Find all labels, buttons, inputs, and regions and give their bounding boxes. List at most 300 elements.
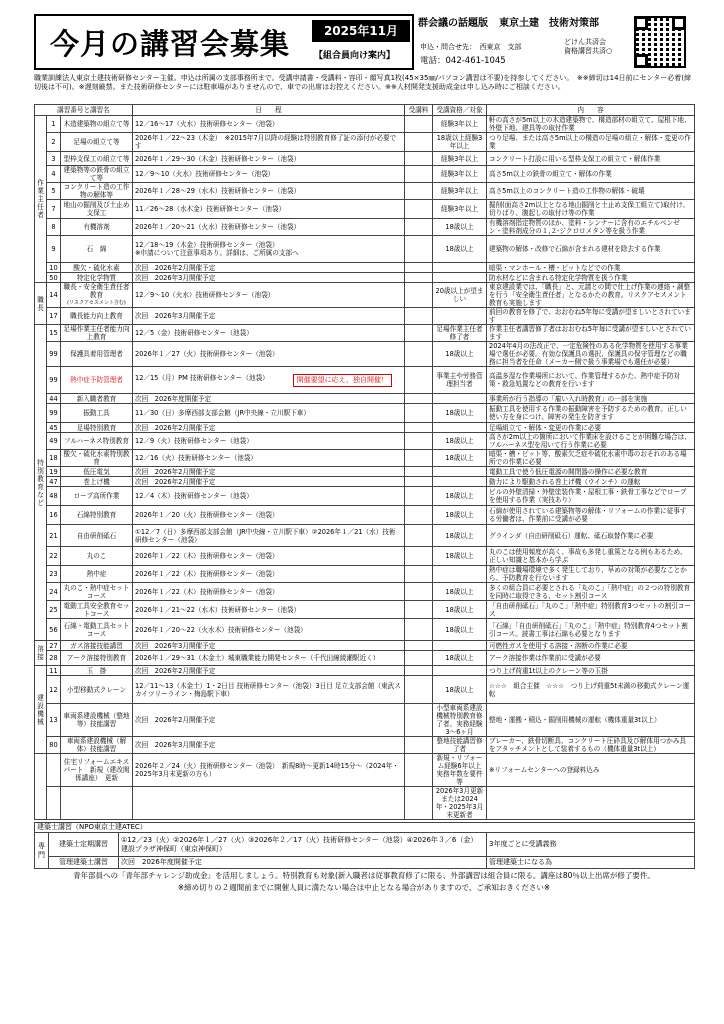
course-name [61,666,133,676]
course-name [61,273,133,283]
course-date: ①12／7（日）多摩西部支部会館（JR中央線・立川駅下車）②2026年１／21（水）技術研修センター（池袋） [135,527,396,544]
course-number: 12 [47,676,61,704]
course-content: ☆☆☆ 組合主催 ☆☆☆ つり上げ荷重5t未満の移動式クレーン運転 [487,676,695,704]
course-qualification [433,666,487,676]
table-header [35,105,695,116]
course-name [61,467,133,477]
course-schedule [133,467,405,477]
course-date: 2026年１／28～29（水木）技術研修センター（池袋） [135,187,301,195]
org-dept: 東京土建 技術対策部 [499,18,600,29]
col-header-content: 内 容 [487,105,695,116]
table-row [35,487,695,506]
table-row [35,704,695,737]
course-schedule [133,477,405,487]
course-note: ※申請について注意事項あり。詳細は、ご所属の支部へ [135,249,299,257]
course-number: 11 [47,666,61,676]
course-content: 丸のこは使用頻度が高く、事故も多発し重篤となる例もあるため、正しい知識と基本から学ぶ [487,547,695,566]
architect-course-content: 3年度ごとに受講義務 [487,833,695,857]
course-content: ※リフォームセンターへの登録料込み [487,754,695,787]
col-header-fee: 受講料 [405,105,433,116]
course-number: 10 [47,263,61,273]
table-row [35,566,695,583]
course-date: 12／11～13（木金土）1・2日目 技術研修センター（池袋）3日目 足立支部会館（東武スカイツリーライン・梅島駅下車） [135,681,401,698]
course-qualification: 18歳以上 [433,583,487,601]
course-fee [405,367,433,394]
course-qualification: 18歳以上 [433,219,487,236]
course-name [61,263,133,273]
course-name-text: 自由研削砥石 [76,531,117,540]
course-qualification: 経験3年以上 [433,152,487,166]
group-label: 作業主任者 [35,116,47,283]
course-fee [405,787,433,820]
table-row [35,583,695,601]
course-number: 22 [47,547,61,566]
table-row [35,200,695,219]
course-schedule [133,433,405,450]
course-qualification [433,566,487,583]
course-name-text: 熱中症 [86,570,107,578]
course-content: ブレーカー、鉄骨切断具、コンクリート圧砕具及び解体用つかみ具をアタッチメントとして装着するもの（機体重量3t以上） [487,737,695,754]
course-name-text: 特定化学物質 [76,273,117,282]
course-fee [405,283,433,308]
footer-warning: ※締め切りの２週間前までに開催人員に満たない場合は中止となる場合がありますので、ご承知おきください※ [177,883,551,892]
table-row [35,525,695,547]
course-schedule [133,394,405,404]
course-qualification [433,308,487,325]
course-qualification: 18歳以上 [433,651,487,666]
course-name-text: 酸欠・硫化水素特別教育 [63,450,130,466]
course-qualification [433,641,487,651]
course-name-text: 職長・安全衛生責任者教育 [63,283,130,299]
course-date: 次回 2026年3月開催予定 [135,741,216,749]
course-date: 2026年２／24（火）技術研修センター（池袋） 新規8時～更新14時15分～（2024年・2025年3月末更新の方も） [135,762,399,778]
course-date: 2026年１／22（木）技術研修センター（池袋） [135,587,279,596]
table-row [35,641,695,651]
course-content: 事業所が行う指導の「雇い入れ時教育」の一部を実施 [487,394,695,404]
contact-label: 申込・問合せ先： [420,43,473,51]
table-row [35,651,695,666]
course-qualification: 新規・リフォーム経験6年以上実務年数を要件等 [433,754,487,787]
table-row [35,308,695,325]
course-fee [405,200,433,219]
year-month-badge: 2025年11月 [312,20,410,42]
course-schedule [133,601,405,619]
course-schedule [133,676,405,704]
course-qualification: 18歳以上 [433,506,487,525]
course-number: 49 [47,433,61,450]
course-fee [405,433,433,450]
course-name [61,737,133,754]
course-name [61,547,133,566]
course-number: 16 [47,506,61,525]
course-number [47,754,61,787]
course-content: ビルの外壁清掃・外壁塗装作業・屋根工事・鉄骨工事などでロープを使用する作業（実技あり） [487,487,695,506]
course-name [61,236,133,263]
course-date: 次回 2026年2月開催予定 [135,477,216,486]
course-number: 18 [47,450,61,467]
course-schedule [133,219,405,236]
course-number: 45 [47,423,61,433]
course-name [61,116,133,133]
course-fee [405,263,433,273]
course-content: 軒の高さが5m以上の木造建築物で、構造部材の組立て、屋根下地、外壁下地、建具等の取付作業 [487,116,695,133]
course-fee [405,308,433,325]
course-qualification: 18歳以上 [433,342,487,367]
course-name [61,754,133,787]
course-content: 石綿が使用されている建築物等の解体・リフォームの作業に従事する労働者は、作業前に受講が必要 [487,506,695,525]
table-row [35,273,695,283]
course-date: 次回 2026年3月開催予定 [135,641,216,650]
architect-course-name: 建築士定期講習 [49,833,119,857]
course-schedule [133,450,405,467]
course-qualification [433,423,487,433]
course-number: 44 [47,394,61,404]
course-qualification: 整地技能講習修了者 [433,737,487,754]
header [34,14,694,72]
course-number: 27 [47,641,61,651]
course-qualification [433,273,487,283]
course-schedule [133,547,405,566]
course-date: 12／18～19（木金）技術研修センター（池袋） [135,241,279,249]
course-name [61,133,133,152]
course-date: 2026年１／22～23（木金） ※2015年7月以降の経験は特別教育修了証の添付が必要です [135,134,397,150]
course-fee [405,166,433,183]
course-number: 24 [47,583,61,601]
course-name [61,583,133,601]
course-name-text: 低圧電気 [83,467,110,476]
course-fee [405,547,433,566]
course-name-text: 小型移動式クレーン [66,685,127,694]
group-label: 職長 [35,283,47,325]
course-number: 2 [47,133,61,152]
course-number: 99 [47,404,61,423]
course-date: 次回 2026年2月開催予定 [135,263,216,272]
course-fee [405,404,433,423]
table-row [35,133,695,152]
course-name-text: 木造建築物の組立て等 [63,120,130,128]
course-name [61,525,133,547]
course-name-text: コンクリート造の工作物の解体等 [63,183,130,199]
course-content: 電動工具で使う低圧電源の開閉器の操作に必要な教育 [487,467,695,477]
course-fee [405,583,433,601]
course-qualification [433,477,487,487]
course-name-text: 石綿特別教育 [76,511,117,519]
course-name-text: 住宅リフォームエキスパート 新規（建改関係講座） 更新 [63,758,130,782]
course-date: 次回 2026年2月開催予定 [135,666,216,675]
course-schedule [133,273,405,283]
course-number: 9 [47,236,61,263]
course-name-text: 巻上げ機 [83,477,110,486]
course-name-text: ガス溶接技能講習 [70,641,123,650]
course-fee [405,737,433,754]
course-schedule [133,583,405,601]
course-qualification: 小型車両系建設機械特別教育修了者、実務経験3～6ヶ月 [433,704,487,737]
course-qualification: 18歳以上 [433,676,487,704]
course-fee [405,152,433,166]
course-fee [405,236,433,263]
course-qualification: 経験3年以上 [433,183,487,200]
course-name [61,450,133,467]
course-number: 25 [47,601,61,619]
course-content: 前回の教育を修了で、おおむね5年毎に受講が望ましいとされています [487,308,695,325]
course-name [61,404,133,423]
course-name [61,423,133,433]
table-row [35,666,695,676]
course-date: 12／4（木）技術研修センター（池袋） [135,492,253,500]
course-qualification: 18歳以上 [433,450,487,467]
course-schedule [133,666,405,676]
course-schedule [133,200,405,219]
course-name [61,394,133,404]
course-name [61,601,133,619]
course-qualification: 18歳以上経験3年以上 [433,133,487,152]
course-schedule [133,423,405,433]
course-number: 28 [47,651,61,666]
course-name [61,152,133,166]
course-qualification: 18歳以上 [433,547,487,566]
table-row [35,394,695,404]
course-content: 足場組立て・解体・変更の作業に必要 [487,423,695,433]
course-fee [405,394,433,404]
course-schedule [133,183,405,200]
table-body [35,116,695,820]
course-qualification: 2026年3月更新または2024年・2025年3月末更新者 [433,787,487,820]
course-name-text: 新入職者教育 [76,394,117,403]
table-row [35,601,695,619]
course-schedule [133,308,405,325]
course-fee [405,754,433,787]
table-row [35,506,695,525]
course-name-text: 石綿・電動工具セットコース [63,621,130,638]
group-label: 溶接 [35,641,47,666]
course-name-text: 丸のこ・熱中症セットコース [63,583,130,600]
course-schedule [133,754,405,787]
course-number: 50 [47,273,61,283]
course-name-text: 職長能力向上教育 [70,312,123,320]
course-content: 建築物の解体・改修で石綿が含まれる建材を除去する作業 [487,236,695,263]
course-qualification: 足場作業主任者修了者 [433,325,487,342]
course-date: 2026年１／21～22（水木）技術研修センター（池袋） [135,605,301,614]
course-date: 2026年１／20～22（火水木）技術研修センター（池袋） [135,625,307,634]
course-name [61,477,133,487]
course-content: 多くの組合員に必要とされる「丸のこ」「熱中症」の２つの特別教育を同時に取得できる、セット割引コース [487,583,695,601]
qr-code-icon[interactable] [634,16,686,68]
course-fee [405,566,433,583]
course-fee [405,219,433,236]
course-content: 掘削(面高さ2m以上となる地山掘削と土止め支保工組立て)取付け、切りばり、腹起しの取付け等の作業 [487,200,695,219]
course-subname: (リスクアセスメント含む) [67,300,126,306]
course-name [61,342,133,367]
course-content: 有機溶剤指定物質のほか、塗料・シンナーに含有のエチルベンゼン・塗料剤成分の１,２-ジクロロメタン等を扱う作業 [487,219,695,236]
course-fee [405,325,433,342]
course-name-text: 足場の組立て等 [73,138,120,146]
table-row [35,325,695,342]
course-schedule [133,737,405,754]
course-name-text: アーク溶接特別教育 [66,654,127,662]
course-name [61,487,133,506]
course-name-text: 車両系建設機械（整地等）技能講習 [63,712,130,728]
course-fee [405,676,433,704]
course-number: 99 [47,367,61,394]
architect-course-date: ①12／23（火）②2026年１／27（火）③2026年２／17（火）技術研修センター（池袋）④2026年３／6（金）建設プラザ神保町（東京神保町） [119,833,487,857]
table-row [35,754,695,787]
course-date: 次回 2026年3月開催予定 [135,312,216,320]
title-box [34,14,414,70]
course-schedule [133,283,405,308]
table-row [35,619,695,641]
course-date: 2026年１／22（木）技術研修センター（池袋） [135,570,279,578]
group-label: 特別教育など [35,325,47,641]
course-content: アーク溶接作業は作業前に受講が必要 [487,651,695,666]
course-schedule [133,487,405,506]
course-name [61,433,133,450]
course-name [61,219,133,236]
affiliate-label: どけん共済会 資格講習共済○ [564,38,613,55]
course-content: 作業主任者講習修了者はおおむね5年毎に受講が望ましいとされています [487,325,695,342]
course-number: 5 [47,183,61,200]
table-row [35,676,695,704]
course-number: 15 [47,325,61,342]
table-row [35,116,695,133]
architect-course-name: 管理建築士講習 [49,857,119,869]
course-date: 12／5（金）技術研修センター（池袋） [135,329,253,337]
table-row [35,467,695,477]
course-number: 14 [47,283,61,308]
course-qualification: 18歳以上 [433,433,487,450]
course-content [487,787,695,820]
course-schedule [133,641,405,651]
course-name-text: 振動工具 [83,409,110,417]
course-content: コンクリート打設に用いる型枠支保工の組立て・解体作業 [487,152,695,166]
table-row [35,547,695,566]
table-row [35,787,695,820]
course-fee [405,506,433,525]
course-name-text: 建築物等の鉄骨の組立て等 [63,166,130,182]
course-name [61,641,133,651]
course-date: 2026年１／20～21（火水）技術研修センター（池袋） [135,223,301,231]
course-content: 東京建設業では、「職長」と、元請との間で仕上げ作業の連絡・調整を行う「安全衛生責任者」となるかたの教育。リスクアセスメント教育も実施します [487,283,695,308]
course-content: 暗渠・マンホール・槽・ピットなどでの作業 [487,263,695,273]
course-number: 80 [47,737,61,754]
subtitle: 【組合員向け案内】 [314,51,396,61]
table-row [35,404,695,423]
course-qualification: 18歳以上 [433,619,487,641]
table-row [35,263,695,273]
course-qualification: 20歳以上が望ましい [433,283,487,308]
course-number: 1 [47,116,61,133]
course-fee [405,666,433,676]
course-content: 熱中症は職場環境で多く発生しており、早めの対策が必要なことから、予防教育を行ないます [487,566,695,583]
course-content: つり足場、または高さ5m以上の構造の足場の組立・解体・変更の作業 [487,133,695,152]
course-name [61,787,133,820]
table-row [35,283,695,308]
page [34,14,694,893]
table-row [35,342,695,367]
course-fee [405,651,433,666]
course-fee [405,133,433,152]
course-number: 23 [47,566,61,583]
course-date: 2026年１／20（火）技術研修センター（池袋） [135,511,279,519]
course-schedule [133,325,405,342]
course-content: 高さ5m以上の鉄骨の組立て・解体の作業 [487,166,695,183]
course-content: グラインダ（自由研削砥石）運転、砥石取替作業に必要 [487,525,695,547]
course-number: 17 [47,308,61,325]
course-date: 2026年１／29～31（木金土）城東職業能力開発センター（千代田線綾瀬駅近く） [135,654,380,662]
course-qualification: 18歳以上 [433,525,487,547]
course-content: 暗渠・槽・ピット等、酸素欠乏症や硫化水素中毒のおそれのある場所での作業に必要 [487,450,695,467]
course-name-text: 酸欠・硫化水素 [73,263,120,272]
course-name [61,183,133,200]
course-qualification: 経験3年以上 [433,166,487,183]
course-content: 2024年4月の法改正で、一定危険性のある化学物質を使用する事業場で選任が必要。有効な保護具の選択、保護具の保守管理などの職務に担当者を任命（メーカー側で扱う事業場でも選任が必要） [487,342,695,367]
course-name [61,619,133,641]
course-qualification: 18歳以上 [433,404,487,423]
table-row [35,737,695,754]
course-fee [405,450,433,467]
course-fee [405,423,433,433]
course-qualification: 18歳以上 [433,601,487,619]
architect-group: 専門 [35,833,49,869]
course-schedule [133,236,405,263]
course-date: 次回 2026年度開催予定 [135,394,212,403]
course-fee [405,477,433,487]
table-row [35,423,695,433]
course-content: 「自由研削砥石」「丸のこ」「熱中症」特別教育3つセットの割引コース [487,601,695,619]
course-date: 2026年１／22（木）技術研修センター（池袋） [135,552,279,560]
course-date: 12／9～10（火水）技術研修センター（池袋） [135,291,275,299]
course-name [61,166,133,183]
course-schedule [133,133,405,152]
course-number: 8 [47,219,61,236]
course-date: 12／16（火）技術研修センター（池袋） [135,454,258,462]
intro-text: 職業訓練法人東京土建技術研修センター主催。申込は所属の支部事務所まで。受講申請書・受講料・容印・顔写真1枚(45×35㎜/パソコン講習は不要)を持参してください。 ※※締切は14日前にセンター必着(締切後は不可)。※遅刻厳禁。また技術研修センターには駐車場がありませんので、車での出席はお控えください。※※人材開発支援助成金は申し込み時にご相談ください。 [34,74,691,91]
architect-title: 建築士講習（NPO東京土建ATEC） [35,823,695,833]
course-qualification: 18歳以上 [433,236,487,263]
course-qualification: 経験3年以上 [433,200,487,219]
architect-course-date: 次回 2026年度開催予定 [119,857,487,869]
col-header-course: 講習番号と講習名 [35,105,133,116]
course-name-text: 型枠支保工の組立て等 [63,154,130,163]
course-name-text: 玉 掛 [86,666,107,675]
course-name [61,308,133,325]
course-number: 13 [47,704,61,737]
course-name-text: ロープ高所作業 [73,492,120,500]
course-name [61,325,133,342]
course-name-text: 地山の掘削及び土止め支保工 [63,201,130,217]
course-content: 「石綿」「自由研削砥石」「丸のこ」「熱中症」特別教育4つセット割引コース。読書工事は石綿も必要となります [487,619,695,641]
course-name-text: 石 綿 [86,245,107,253]
course-schedule [133,566,405,583]
course-qualification: 事業主や労務管理担当者 [433,367,487,394]
course-date: 12／15（月）PM 技術研修センター（池袋） [135,373,269,382]
course-content: つり上げ荷重1t以上のクレーン等の玉掛 [487,666,695,676]
table-row [35,433,695,450]
course-date: 次回 2026年2月開催予定 [135,423,216,432]
course-fee [405,183,433,200]
course-schedule [133,342,405,367]
course-name-text: 有機溶剤 [83,223,110,231]
table-row [35,166,695,183]
course-fee [405,619,433,641]
organizer-info [416,14,620,70]
course-schedule [133,367,405,394]
course-name-text: 丸のこ [86,552,107,560]
course-name-text: 足場作業主任者能力向上教育 [63,325,130,341]
course-name [61,283,133,308]
course-qualification: 18歳以上 [433,487,487,506]
course-name-text: フルハーネス特別教育 [64,437,129,445]
course-number: 47 [47,477,61,487]
